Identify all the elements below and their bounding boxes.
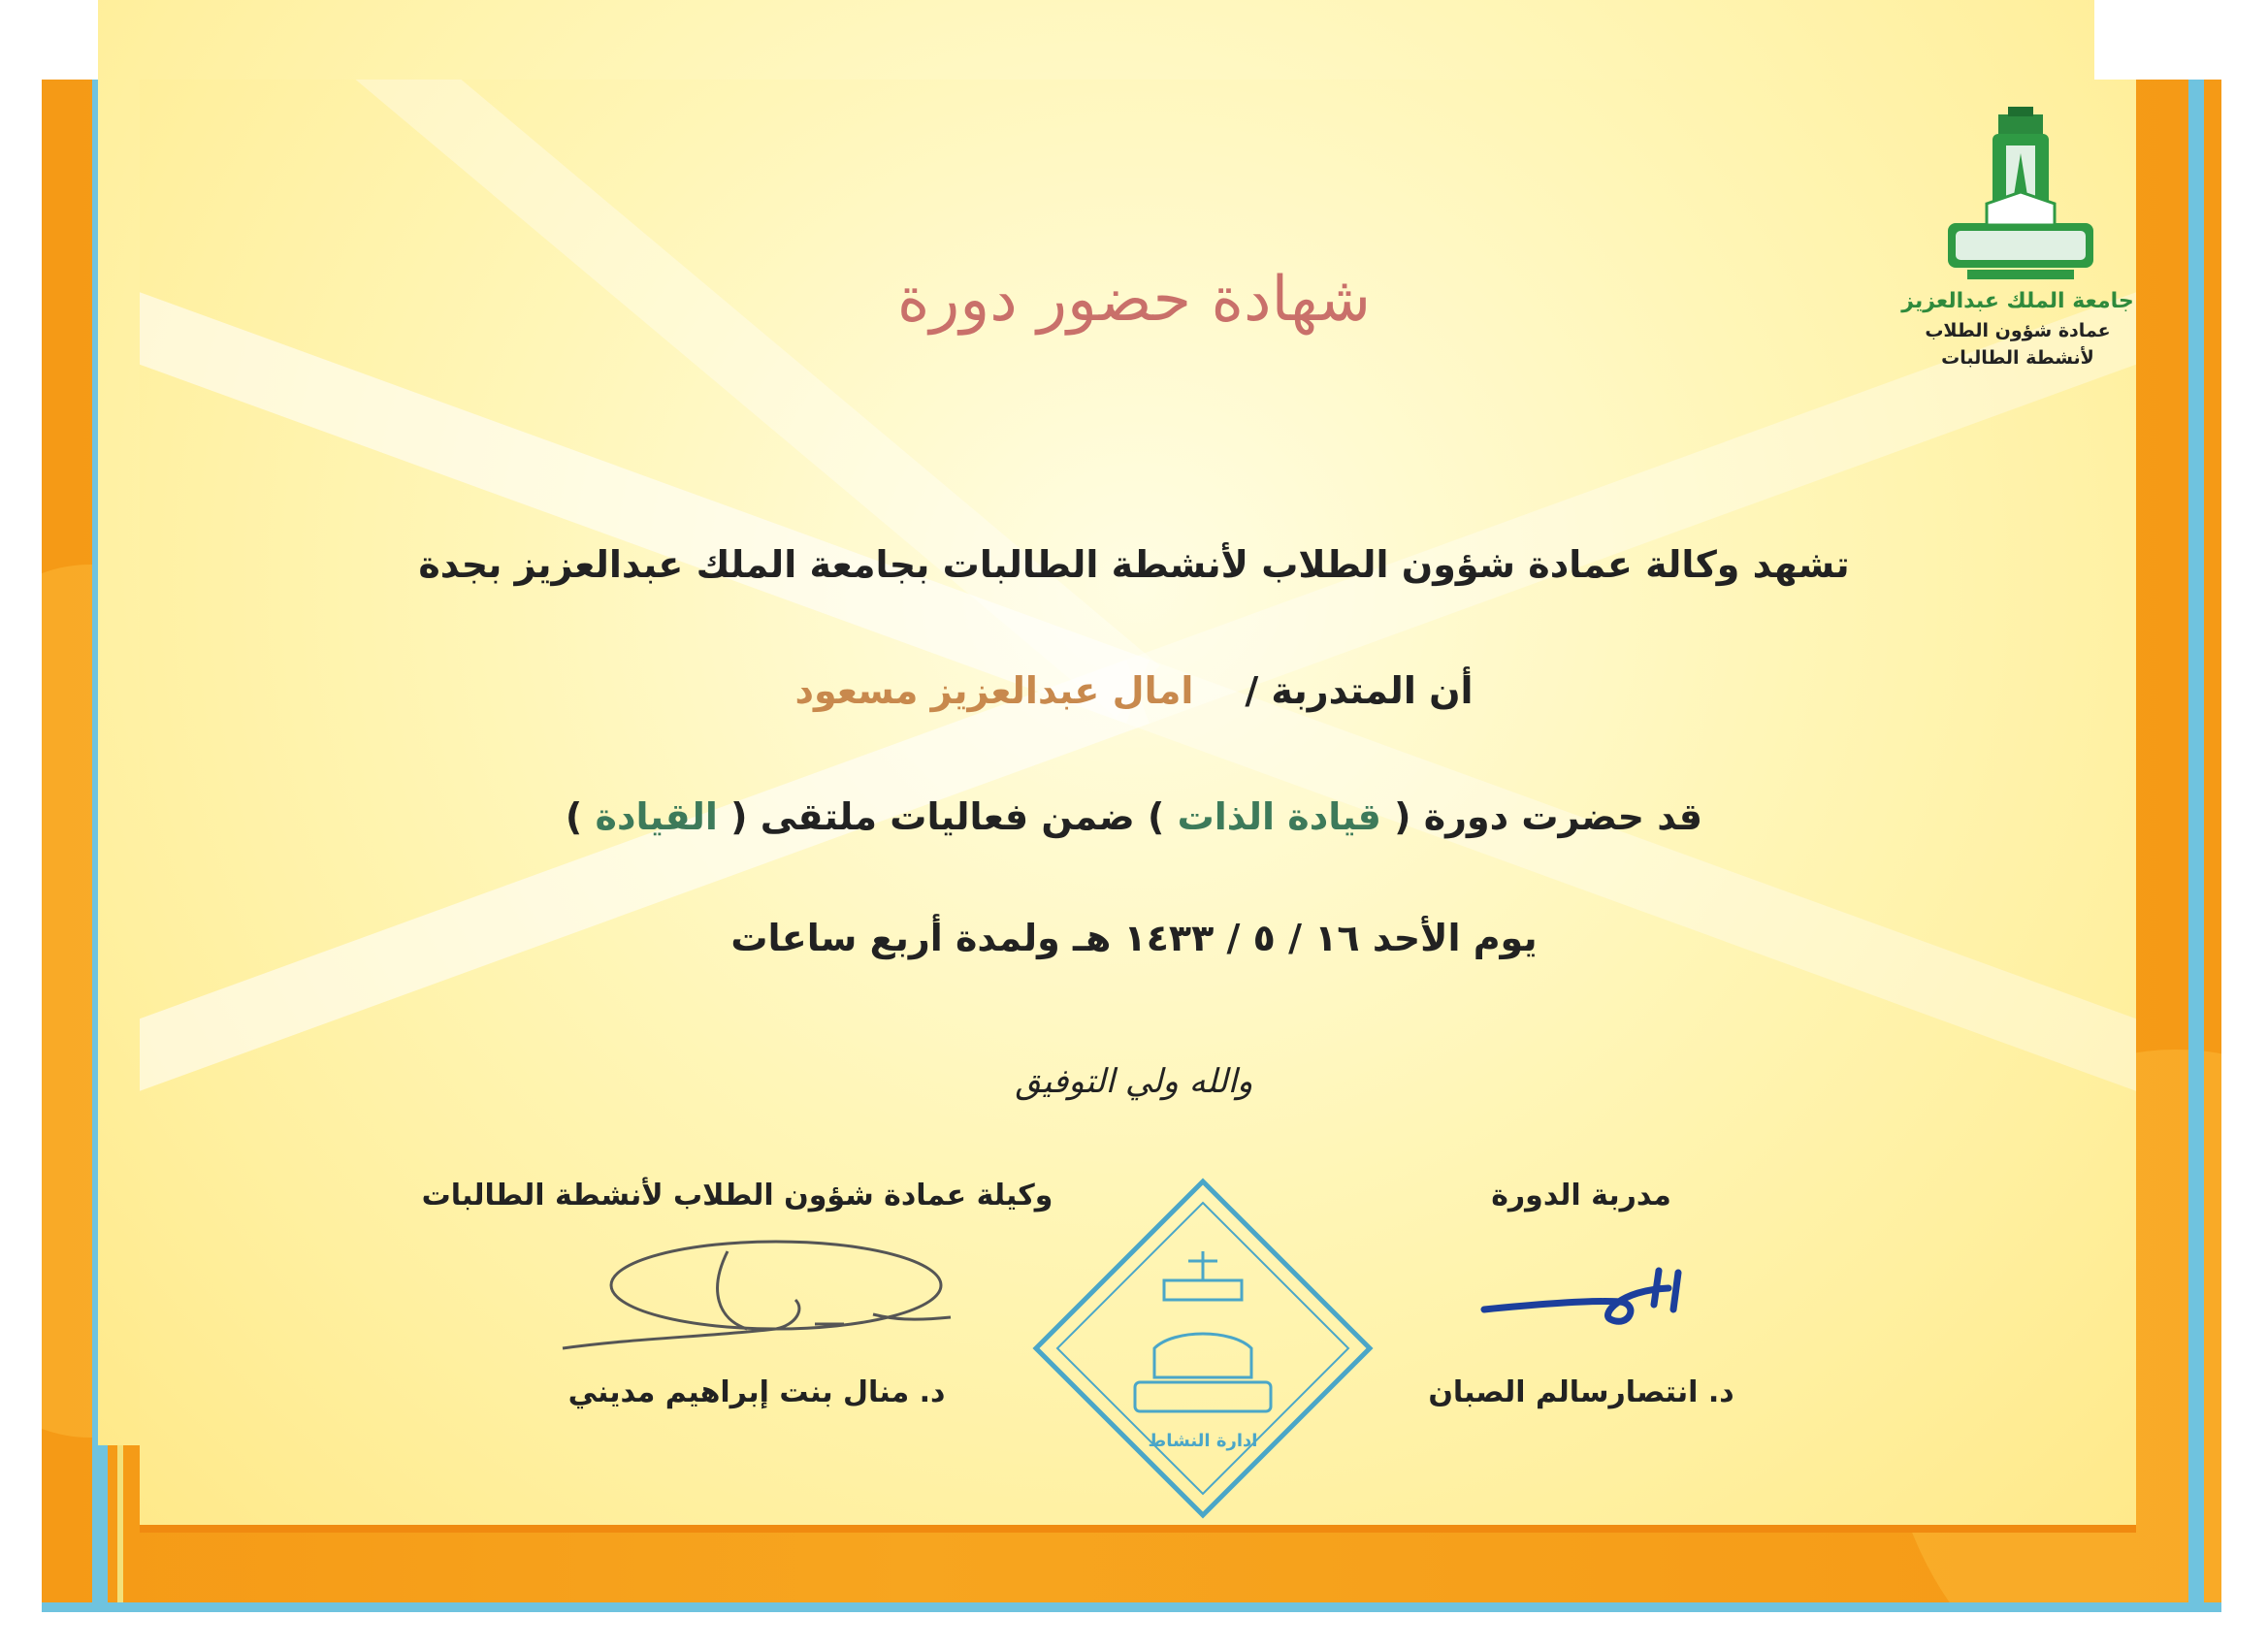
logo-deanship-name: عمادة شؤون الطلاب [1925, 320, 2111, 341]
certificate-title: شهادة حضور دورة [896, 264, 1372, 336]
vice-dean-name: د. منال بنت إبراهيم مديني [567, 1375, 946, 1409]
vice-dean-title: وكيلة عمادة شؤون الطلاب لأنشطة الطالبات [421, 1179, 1053, 1212]
certificate-line-course [0, 795, 2268, 838]
logo-university-name: جامعة الملك عبدالعزيز [1901, 289, 2134, 313]
trainee-label: أن المتدربة / [1245, 669, 1474, 712]
trainer-signature-icon [1474, 1261, 1707, 1339]
closing-paren: ) [565, 795, 583, 838]
trainer-title: مدربة الدورة [1491, 1179, 1671, 1212]
certificate-line-date: يوم الأحد ١٦ / ٥ / ١٤٣٣ هـ ولمدة أربع ساعات [730, 917, 1538, 959]
logo-activities-name: لأنشطة الطالبات [1941, 347, 2094, 369]
certificate-line-issuer: تشهد وكالة عمادة شؤون الطلاب لأنشطة الطالبات بجامعة الملك عبدالعزيز بجدة [418, 543, 1850, 586]
course-name: قيادة الذات [1177, 795, 1381, 838]
within-events: ) ضمن فعاليات ملتقى ( [730, 795, 1165, 838]
attended-prefix: قد حضرت دورة ( [1394, 795, 1703, 838]
official-stamp-icon [1028, 1174, 1377, 1523]
stamp-text: ادارة النشاط [1148, 1431, 1258, 1451]
closing-phrase: والله ولي التوفيق [1015, 1062, 1253, 1101]
frame-blue-stripe-bottom [42, 1602, 2221, 1612]
trainee-name: امال عبدالعزيز مسعود [794, 669, 1194, 712]
trainer-name: د. انتصارسالم الصبان [1428, 1375, 1734, 1409]
vice-dean-signature-icon [553, 1232, 960, 1358]
background-ray [140, 80, 1150, 724]
panel-bottom-border [140, 1525, 2136, 1533]
certificate-line-trainee [0, 669, 2268, 712]
forum-name: القيادة [595, 795, 718, 838]
